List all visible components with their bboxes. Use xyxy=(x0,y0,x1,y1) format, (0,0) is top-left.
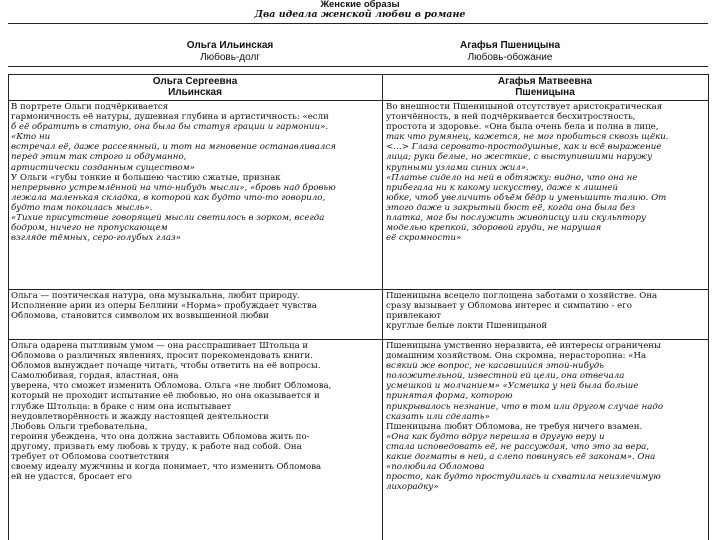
table-head-left-line2: Ильинская xyxy=(168,87,222,98)
text-line: <…> Глаза серовато-простодушные, как и всё выражение xyxy=(386,142,662,153)
text-line: «полюбила Обломова xyxy=(386,462,485,473)
table-head-rule xyxy=(8,100,708,101)
text-line: Обломова, становится символом их возвышенной любви xyxy=(11,311,269,322)
header-left xyxy=(100,40,360,64)
text-line: непрерывно устремлённой на что-нибудь мысли», «бровь над бровью xyxy=(11,182,336,193)
text-line: домашним хозяйством. Она скромна, нерасторопна: «На xyxy=(386,351,647,362)
text-line: простота и здоровье. «Она была очень бела и полна в лице, xyxy=(386,122,659,133)
header-rule xyxy=(8,66,708,67)
text-line: прибегала ни к какому искусству, даже к лишней xyxy=(386,182,619,193)
text-line: неудовлетворённость и жажду настоящей деятельности xyxy=(11,411,269,422)
text-line: её скромности» xyxy=(386,233,462,244)
text-line: который не проходит испытание её любовью, но она оказывается и xyxy=(11,391,320,402)
text-line: круглые белые локти Пшеницыной xyxy=(386,321,548,332)
header-right-name: Агафья Пшеницына xyxy=(459,40,561,51)
left-cell-music xyxy=(11,291,380,321)
text-line: Ольга одарена пытливым умом — она расспрашивает Штольца и xyxy=(11,341,309,351)
text-line: лежала маленькая складка, в которой как будто что-то говорило, xyxy=(11,192,326,203)
text-line: просто, как будто простудилась и схватила неизлечимую xyxy=(386,472,661,483)
right-cell-mind xyxy=(386,341,706,492)
text-line: сказать или сделать» xyxy=(386,411,490,422)
text-line: артистически созданным существом» xyxy=(11,162,195,173)
header-left-name: Ольга Ильинская xyxy=(186,40,274,51)
page-subtitle: Два идеала женской любви в романе xyxy=(254,9,466,20)
table-head-left-line1: Ольга Сергеевна xyxy=(152,76,238,87)
text-line: взгляде тёмных, серо-голубых глаз» xyxy=(11,233,181,244)
text-line: стала исповедовать её, не рассуждая, что это за вера, xyxy=(386,441,649,452)
text-line: Во внешности Пшеницыной отсутствует аристократическая xyxy=(386,102,663,112)
text-line: юбке, чтоб увеличить объём бёдр и уменьшить талию. От xyxy=(386,192,667,203)
text-line: лица; руки белые, но жесткие, с выступившими наружу xyxy=(386,152,653,163)
page-title: Женские образы xyxy=(320,0,400,10)
text-line: лихорадку» xyxy=(386,482,439,493)
title-rule xyxy=(8,23,708,24)
text-line: бодром, ничего не пропускающем xyxy=(11,223,168,234)
header-right-type: Любовь-обожание xyxy=(467,52,553,63)
text-line: «Тихие присутствие говорящей мысли светилось в зорком, всегда xyxy=(11,213,325,224)
text-line: У Ольги «губы тонкие и большею частию сжатые, признак xyxy=(11,172,281,183)
text-line: Любовь Ольги требовательна, xyxy=(11,421,148,432)
text-line: другому, призвать ему любовь к труду, к работе над собой. Она xyxy=(11,441,302,452)
text-line: прикрывалось незнание, что в том или другом случае надо xyxy=(386,401,664,412)
text-line: «Она как будто вдруг перешла в другую веру и xyxy=(386,431,605,442)
header-right xyxy=(380,40,640,64)
text-line: героиня убеждена, что она должна заставить Обломова жить по- xyxy=(11,431,310,442)
text-line: встречал её, даже рассеянный, и тот на мгновение останавливался xyxy=(11,142,336,153)
title-block xyxy=(0,0,720,20)
text-line: требует от Обломова соответствия xyxy=(11,452,170,463)
row2-rule xyxy=(8,339,708,340)
text-line: будто там покоилась мысль». xyxy=(11,202,153,213)
text-line: гармоничность её натуры, душевная глубина и артистичность: «если xyxy=(11,112,329,123)
table-column-divider xyxy=(382,74,383,540)
table-head-right-line1: Агафья Матвеевна xyxy=(497,76,593,87)
text-line: Обломов вынуждает почаще читать, чтобы ответить на её вопросы. xyxy=(11,361,321,372)
text-line: крупными узлами синих жил». xyxy=(386,162,529,173)
text-line: перед этим так строго и обдуманно, xyxy=(11,152,187,163)
text-line: б её обратить в статую, она была бы статуя грации и гармонии». xyxy=(11,122,329,133)
text-line: усмешкой и молчанием» «Усмешка у ней была больше xyxy=(386,381,639,392)
table-left-border xyxy=(8,74,9,540)
text-line: так что румянец, кажется, не мог пробиться сквозь щёки. xyxy=(386,132,669,143)
left-cell-mind xyxy=(11,341,380,482)
header-left-type: Любовь-долг xyxy=(200,52,260,63)
left-cell-portrait xyxy=(11,102,380,243)
text-line: ей не удастся, бросает его xyxy=(11,472,132,483)
text-line: Пшеницына любит Обломова, не требуя ничего взамен. xyxy=(386,421,643,432)
text-line: этого даже и закрытый бюст её, когда она была без xyxy=(386,202,636,213)
table-head-right xyxy=(382,76,708,98)
text-line: Самолюбивая, гордая, властная, она xyxy=(11,371,179,382)
table-top-border xyxy=(8,74,708,75)
table-right-border xyxy=(708,74,709,540)
text-line: В портрете Ольги подчёркивается xyxy=(11,102,169,112)
text-line: привлекают xyxy=(386,311,442,322)
text-line: положительной, известной ей цели, она отвечала xyxy=(386,371,625,382)
text-line: Пшеницына умственно неразвита, её интересы ограничены xyxy=(386,341,661,351)
right-cell-household xyxy=(386,291,706,331)
text-line: какие догматы в ней, а слепо повинуясь её законам». Она xyxy=(386,452,656,463)
text-line: Ольга — поэтическая натура, она музыкальна, любит природу. xyxy=(11,291,301,301)
text-line: моделью крепкой, здоровой груди, не нарушая xyxy=(386,223,602,234)
row1-rule xyxy=(8,289,708,290)
text-line: глубже Штольца: в браке с ним она испытывает xyxy=(11,401,232,412)
text-line: утончённость, в ней подчёркивается бесхитростность, xyxy=(386,112,636,123)
text-line: всякий же вопрос, не касавшийся этой-нибудь xyxy=(386,361,604,372)
text-line: «Платье сидело на ней в обтяжку: видно, что она не xyxy=(386,172,638,183)
text-line: сразу вызывает у Обломова интерес и симпатию - его xyxy=(386,301,632,312)
text-line: «Кто ни xyxy=(11,132,51,143)
text-line: Пшеницына всецело поглощена заботами о хозяйстве. Она xyxy=(386,291,658,301)
table-head-left xyxy=(8,76,382,98)
right-cell-portrait xyxy=(386,102,706,243)
table-head-right-line2: Пшеницына xyxy=(515,87,575,98)
text-line: своему идеалу мужчины и когда понимает, что изменить Обломова xyxy=(11,462,322,473)
text-line: Исполнение арии из оперы Беллини «Норма» пробуждает чувства xyxy=(11,301,317,312)
text-line: уверена, что сможет изменить Обломова. Ольга «не любит Обломова, xyxy=(11,381,332,392)
text-line: принятая форма, которою xyxy=(386,391,513,402)
text-line: Обломова о различных явлениях, просит порекомендовать книги. xyxy=(11,351,313,362)
text-line: платка, мог бы послужить живописцу или скульптору xyxy=(386,213,646,224)
